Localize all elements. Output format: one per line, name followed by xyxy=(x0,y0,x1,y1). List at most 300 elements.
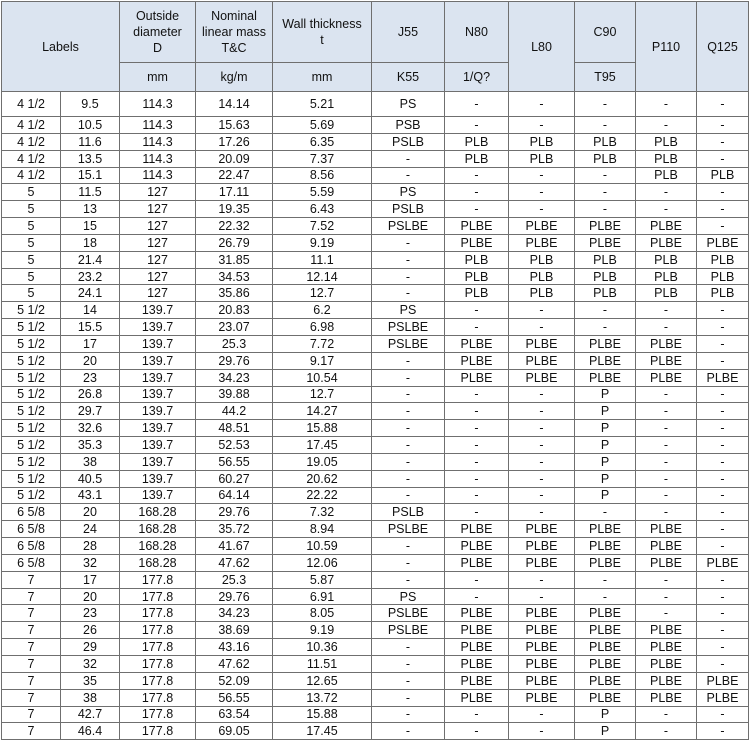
cell-q125: - xyxy=(697,437,749,454)
cell-outside-diameter: 177.8 xyxy=(120,723,196,740)
table-row xyxy=(2,302,749,319)
cell-nominal-mass: 20.83 xyxy=(196,302,273,319)
table-row xyxy=(2,319,749,336)
cell-q125: - xyxy=(697,403,749,420)
cell-wall-thickness: 17.45 xyxy=(273,723,372,740)
cell-n80: PLBE xyxy=(445,369,509,386)
table-row xyxy=(2,706,749,723)
cell-p110: - xyxy=(636,470,697,487)
cell-c90: P xyxy=(575,470,636,487)
cell-j55: - xyxy=(372,554,445,571)
cell-n80: PLBE xyxy=(445,521,509,538)
cell-nominal-mass: 64.14 xyxy=(196,487,273,504)
cell-c90: - xyxy=(575,319,636,336)
cell-wall-thickness: 5.87 xyxy=(273,571,372,588)
table-row xyxy=(2,218,749,235)
table-row xyxy=(2,386,749,403)
header-mass-line1: Nominal xyxy=(211,9,257,23)
cell-n80: PLB xyxy=(445,285,509,302)
cell-wall-thickness: 6.91 xyxy=(273,588,372,605)
cell-j55: PSLBE xyxy=(372,521,445,538)
cell-outside-diameter: 139.7 xyxy=(120,352,196,369)
cell-p110: - xyxy=(636,504,697,521)
cell-nominal-mass: 43.16 xyxy=(196,639,273,656)
cell-j55: PSLBE xyxy=(372,622,445,639)
cell-nominal-mass: 52.53 xyxy=(196,437,273,454)
cell-outside-diameter: 139.7 xyxy=(120,335,196,352)
cell-n80: PLBE xyxy=(445,672,509,689)
cell-n80: - xyxy=(445,437,509,454)
cell-outside-diameter: 127 xyxy=(120,218,196,235)
cell-size: 7 xyxy=(2,571,61,588)
cell-l80: PLBE xyxy=(509,672,575,689)
table-row xyxy=(2,622,749,639)
header-unit-mm: mm xyxy=(120,63,196,92)
cell-c90: PLBE xyxy=(575,521,636,538)
cell-outside-diameter: 168.28 xyxy=(120,538,196,555)
cell-weight: 32 xyxy=(61,656,120,673)
cell-weight: 40.5 xyxy=(61,470,120,487)
table-header xyxy=(2,2,749,92)
cell-outside-diameter: 177.8 xyxy=(120,706,196,723)
table-row xyxy=(2,201,749,218)
cell-size: 5 1/2 xyxy=(2,403,61,420)
cell-l80: - xyxy=(509,319,575,336)
cell-p110: PLBE xyxy=(636,369,697,386)
table-row xyxy=(2,403,749,420)
header-od-line3: D xyxy=(152,41,163,55)
header-od-line1: Outside xyxy=(135,9,180,23)
cell-q125: - xyxy=(697,319,749,336)
cell-outside-diameter: 168.28 xyxy=(120,504,196,521)
cell-j55: - xyxy=(372,639,445,656)
cell-outside-diameter: 168.28 xyxy=(120,554,196,571)
table-row xyxy=(2,470,749,487)
cell-c90: PLBE xyxy=(575,622,636,639)
header-grade-q125: Q125 xyxy=(697,2,749,92)
cell-p110: PLBE xyxy=(636,538,697,555)
cell-n80: - xyxy=(445,487,509,504)
cell-weight: 42.7 xyxy=(61,706,120,723)
cell-q125: - xyxy=(697,521,749,538)
cell-wall-thickness: 10.36 xyxy=(273,639,372,656)
cell-q125: - xyxy=(697,588,749,605)
cell-nominal-mass: 47.62 xyxy=(196,656,273,673)
cell-wall-thickness: 5.21 xyxy=(273,92,372,117)
cell-p110: PLB xyxy=(636,251,697,268)
cell-wall-thickness: 9.17 xyxy=(273,352,372,369)
cell-outside-diameter: 127 xyxy=(120,234,196,251)
cell-p110: PLBE xyxy=(636,554,697,571)
cell-nominal-mass: 38.69 xyxy=(196,622,273,639)
cell-l80: - xyxy=(509,588,575,605)
table-row xyxy=(2,571,749,588)
cell-j55: PSLBE xyxy=(372,218,445,235)
cell-c90: PLBE xyxy=(575,639,636,656)
header-grade-t95: T95 xyxy=(575,63,636,92)
cell-n80: - xyxy=(445,319,509,336)
cell-p110: PLB xyxy=(636,150,697,167)
cell-c90: PLBE xyxy=(575,538,636,555)
cell-j55: PS xyxy=(372,588,445,605)
cell-wall-thickness: 20.62 xyxy=(273,470,372,487)
cell-weight: 15.5 xyxy=(61,319,120,336)
cell-q125: - xyxy=(697,639,749,656)
cell-q125: - xyxy=(697,622,749,639)
cell-nominal-mass: 29.76 xyxy=(196,352,273,369)
cell-size: 7 xyxy=(2,689,61,706)
cell-size: 6 5/8 xyxy=(2,521,61,538)
cell-p110: PLBE xyxy=(636,234,697,251)
cell-outside-diameter: 139.7 xyxy=(120,386,196,403)
cell-c90: P xyxy=(575,723,636,740)
cell-wall-thickness: 8.05 xyxy=(273,605,372,622)
cell-l80: PLBE xyxy=(509,521,575,538)
cell-nominal-mass: 19.35 xyxy=(196,201,273,218)
cell-j55: PSLBE xyxy=(372,319,445,336)
cell-l80: PLBE xyxy=(509,554,575,571)
cell-nominal-mass: 29.76 xyxy=(196,588,273,605)
cell-weight: 20 xyxy=(61,352,120,369)
cell-q125: - xyxy=(697,335,749,352)
cell-p110: - xyxy=(636,201,697,218)
cell-nominal-mass: 25.3 xyxy=(196,335,273,352)
cell-l80: - xyxy=(509,167,575,184)
table-row xyxy=(2,335,749,352)
cell-nominal-mass: 23.07 xyxy=(196,319,273,336)
table-row xyxy=(2,453,749,470)
cell-j55: - xyxy=(372,437,445,454)
cell-n80: PLBE xyxy=(445,234,509,251)
cell-wall-thickness: 12.65 xyxy=(273,672,372,689)
cell-size: 7 xyxy=(2,622,61,639)
cell-wall-thickness: 15.88 xyxy=(273,420,372,437)
cell-size: 7 xyxy=(2,706,61,723)
cell-l80: - xyxy=(509,184,575,201)
table-row xyxy=(2,150,749,167)
cell-p110: PLB xyxy=(636,167,697,184)
cell-wall-thickness: 9.19 xyxy=(273,234,372,251)
cell-weight: 18 xyxy=(61,234,120,251)
cell-size: 4 1/2 xyxy=(2,117,61,134)
cell-q125: - xyxy=(697,538,749,555)
header-labels: Labels xyxy=(2,2,120,92)
cell-q125: PLBE xyxy=(697,369,749,386)
header-row-main xyxy=(2,2,749,63)
cell-q125: - xyxy=(697,487,749,504)
cell-j55: - xyxy=(372,420,445,437)
cell-n80: PLBE xyxy=(445,656,509,673)
cell-j55: - xyxy=(372,403,445,420)
cell-weight: 15 xyxy=(61,218,120,235)
cell-weight: 38 xyxy=(61,689,120,706)
cell-j55: - xyxy=(372,386,445,403)
cell-l80: - xyxy=(509,487,575,504)
cell-wall-thickness: 8.94 xyxy=(273,521,372,538)
header-unit-kgm: kg/m xyxy=(196,63,273,92)
cell-n80: PLB xyxy=(445,150,509,167)
cell-j55: - xyxy=(372,656,445,673)
cell-weight: 17 xyxy=(61,571,120,588)
cell-j55: PSLBE xyxy=(372,335,445,352)
cell-outside-diameter: 114.3 xyxy=(120,133,196,150)
cell-n80: PLBE xyxy=(445,689,509,706)
cell-j55: - xyxy=(372,689,445,706)
header-mass-line2: linear mass xyxy=(202,25,266,39)
cell-nominal-mass: 35.72 xyxy=(196,521,273,538)
cell-nominal-mass: 69.05 xyxy=(196,723,273,740)
cell-q125: - xyxy=(697,656,749,673)
cell-wall-thickness: 19.05 xyxy=(273,453,372,470)
cell-c90: - xyxy=(575,167,636,184)
cell-weight: 43.1 xyxy=(61,487,120,504)
cell-outside-diameter: 177.8 xyxy=(120,571,196,588)
cell-wall-thickness: 12.06 xyxy=(273,554,372,571)
cell-j55: - xyxy=(372,723,445,740)
table-row xyxy=(2,689,749,706)
cell-c90: - xyxy=(575,571,636,588)
cell-l80: PLBE xyxy=(509,656,575,673)
cell-n80: - xyxy=(445,470,509,487)
cell-size: 5 1/2 xyxy=(2,319,61,336)
cell-q125: - xyxy=(697,605,749,622)
cell-weight: 32 xyxy=(61,554,120,571)
cell-size: 4 1/2 xyxy=(2,167,61,184)
cell-nominal-mass: 22.32 xyxy=(196,218,273,235)
cell-j55: - xyxy=(372,571,445,588)
table-row xyxy=(2,133,749,150)
cell-weight: 23 xyxy=(61,605,120,622)
table-row xyxy=(2,117,749,134)
cell-size: 7 xyxy=(2,723,61,740)
cell-c90: - xyxy=(575,92,636,117)
cell-wall-thickness: 10.54 xyxy=(273,369,372,386)
cell-size: 4 1/2 xyxy=(2,150,61,167)
cell-wall-thickness: 12.7 xyxy=(273,285,372,302)
cell-outside-diameter: 168.28 xyxy=(120,521,196,538)
cell-outside-diameter: 139.7 xyxy=(120,487,196,504)
cell-outside-diameter: 139.7 xyxy=(120,302,196,319)
cell-weight: 15.1 xyxy=(61,167,120,184)
cell-l80: - xyxy=(509,420,575,437)
cell-c90: PLBE xyxy=(575,554,636,571)
cell-outside-diameter: 127 xyxy=(120,268,196,285)
cell-c90: - xyxy=(575,588,636,605)
table-row xyxy=(2,554,749,571)
cell-l80: PLB xyxy=(509,133,575,150)
cell-p110: - xyxy=(636,319,697,336)
cell-p110: PLB xyxy=(636,133,697,150)
cell-l80: PLB xyxy=(509,251,575,268)
cell-q125: - xyxy=(697,92,749,117)
cell-n80: - xyxy=(445,420,509,437)
cell-l80: PLBE xyxy=(509,369,575,386)
cell-weight: 10.5 xyxy=(61,117,120,134)
header-wall-line1: Wall thickness xyxy=(282,17,362,31)
cell-q125: - xyxy=(697,352,749,369)
cell-p110: - xyxy=(636,302,697,319)
cell-p110: - xyxy=(636,571,697,588)
cell-p110: PLBE xyxy=(636,521,697,538)
cell-p110: - xyxy=(636,420,697,437)
table-row xyxy=(2,521,749,538)
cell-l80: PLBE xyxy=(509,605,575,622)
cell-outside-diameter: 127 xyxy=(120,251,196,268)
cell-outside-diameter: 114.3 xyxy=(120,92,196,117)
cell-nominal-mass: 63.54 xyxy=(196,706,273,723)
cell-nominal-mass: 52.09 xyxy=(196,672,273,689)
cell-nominal-mass: 15.63 xyxy=(196,117,273,134)
cell-nominal-mass: 29.76 xyxy=(196,504,273,521)
cell-l80: - xyxy=(509,453,575,470)
cell-n80: - xyxy=(445,403,509,420)
cell-nominal-mass: 44.2 xyxy=(196,403,273,420)
cell-q125: PLB xyxy=(697,285,749,302)
cell-outside-diameter: 139.7 xyxy=(120,470,196,487)
table-row xyxy=(2,656,749,673)
cell-wall-thickness: 11.51 xyxy=(273,656,372,673)
cell-l80: - xyxy=(509,201,575,218)
cell-outside-diameter: 177.8 xyxy=(120,605,196,622)
table-row xyxy=(2,285,749,302)
cell-j55: - xyxy=(372,167,445,184)
cell-nominal-mass: 17.11 xyxy=(196,184,273,201)
cell-c90: PLBE xyxy=(575,672,636,689)
cell-l80: PLB xyxy=(509,268,575,285)
cell-wall-thickness: 6.2 xyxy=(273,302,372,319)
cell-outside-diameter: 177.8 xyxy=(120,672,196,689)
cell-p110: - xyxy=(636,588,697,605)
cell-q125: PLB xyxy=(697,251,749,268)
cell-c90: PLBE xyxy=(575,234,636,251)
cell-wall-thickness: 14.27 xyxy=(273,403,372,420)
cell-size: 5 xyxy=(2,285,61,302)
cell-l80: PLB xyxy=(509,285,575,302)
cell-j55: - xyxy=(372,268,445,285)
cell-c90: - xyxy=(575,504,636,521)
cell-nominal-mass: 26.79 xyxy=(196,234,273,251)
cell-q125: - xyxy=(697,453,749,470)
cell-weight: 11.5 xyxy=(61,184,120,201)
cell-nominal-mass: 56.55 xyxy=(196,689,273,706)
cell-j55: - xyxy=(372,453,445,470)
cell-nominal-mass: 17.26 xyxy=(196,133,273,150)
table-row xyxy=(2,167,749,184)
cell-outside-diameter: 139.7 xyxy=(120,437,196,454)
cell-size: 5 xyxy=(2,234,61,251)
cell-j55: - xyxy=(372,285,445,302)
cell-l80: - xyxy=(509,302,575,319)
cell-n80: PLB xyxy=(445,251,509,268)
cell-l80: - xyxy=(509,403,575,420)
cell-outside-diameter: 177.8 xyxy=(120,588,196,605)
header-grade-j55: J55 xyxy=(372,2,445,63)
cell-n80: - xyxy=(445,706,509,723)
cell-outside-diameter: 114.3 xyxy=(120,167,196,184)
table-row xyxy=(2,251,749,268)
header-grade-p110: P110 xyxy=(636,2,697,92)
cell-weight: 24 xyxy=(61,521,120,538)
cell-p110: PLBE xyxy=(636,622,697,639)
cell-nominal-mass: 39.88 xyxy=(196,386,273,403)
cell-outside-diameter: 127 xyxy=(120,201,196,218)
cell-size: 5 1/2 xyxy=(2,453,61,470)
table-row xyxy=(2,352,749,369)
cell-weight: 9.5 xyxy=(61,92,120,117)
cell-j55: - xyxy=(372,234,445,251)
header-nominal-mass xyxy=(196,2,273,63)
cell-c90: PLBE xyxy=(575,352,636,369)
cell-c90: P xyxy=(575,386,636,403)
cell-n80: - xyxy=(445,571,509,588)
cell-nominal-mass: 34.23 xyxy=(196,605,273,622)
cell-n80: PLBE xyxy=(445,538,509,555)
cell-wall-thickness: 22.22 xyxy=(273,487,372,504)
cell-size: 5 1/2 xyxy=(2,470,61,487)
cell-n80: PLBE xyxy=(445,335,509,352)
cell-j55: PS xyxy=(372,184,445,201)
cell-outside-diameter: 177.8 xyxy=(120,689,196,706)
cell-j55: PS xyxy=(372,302,445,319)
cell-weight: 14 xyxy=(61,302,120,319)
cell-q125: - xyxy=(697,218,749,235)
cell-l80: PLBE xyxy=(509,218,575,235)
table-row xyxy=(2,538,749,555)
cell-n80: PLBE xyxy=(445,352,509,369)
cell-weight: 13 xyxy=(61,201,120,218)
cell-weight: 29 xyxy=(61,639,120,656)
cell-weight: 17 xyxy=(61,335,120,352)
cell-n80: PLBE xyxy=(445,605,509,622)
cell-n80: - xyxy=(445,453,509,470)
cell-n80: PLBE xyxy=(445,622,509,639)
cell-n80: - xyxy=(445,184,509,201)
cell-j55: - xyxy=(372,352,445,369)
cell-outside-diameter: 139.7 xyxy=(120,369,196,386)
cell-p110: - xyxy=(636,706,697,723)
cell-j55: - xyxy=(372,672,445,689)
cell-c90: PLB xyxy=(575,251,636,268)
cell-nominal-mass: 35.86 xyxy=(196,285,273,302)
table-row xyxy=(2,672,749,689)
cell-n80: PLB xyxy=(445,133,509,150)
cell-wall-thickness: 17.45 xyxy=(273,437,372,454)
cell-weight: 23 xyxy=(61,369,120,386)
cell-size: 7 xyxy=(2,588,61,605)
cell-j55: PSB xyxy=(372,117,445,134)
cell-l80: - xyxy=(509,117,575,134)
cell-weight: 23.2 xyxy=(61,268,120,285)
cell-size: 5 xyxy=(2,218,61,235)
cell-size: 5 xyxy=(2,268,61,285)
cell-size: 5 1/2 xyxy=(2,369,61,386)
cell-c90: PLBE xyxy=(575,689,636,706)
cell-size: 5 1/2 xyxy=(2,386,61,403)
cell-nominal-mass: 41.67 xyxy=(196,538,273,555)
cell-p110: - xyxy=(636,403,697,420)
cell-nominal-mass: 34.53 xyxy=(196,268,273,285)
cell-weight: 38 xyxy=(61,453,120,470)
cell-nominal-mass: 56.55 xyxy=(196,453,273,470)
cell-size: 5 xyxy=(2,184,61,201)
cell-p110: - xyxy=(636,605,697,622)
cell-weight: 28 xyxy=(61,538,120,555)
cell-q125: - xyxy=(697,571,749,588)
cell-q125: - xyxy=(697,150,749,167)
cell-nominal-mass: 25.3 xyxy=(196,571,273,588)
cell-j55: - xyxy=(372,706,445,723)
cell-j55: - xyxy=(372,251,445,268)
